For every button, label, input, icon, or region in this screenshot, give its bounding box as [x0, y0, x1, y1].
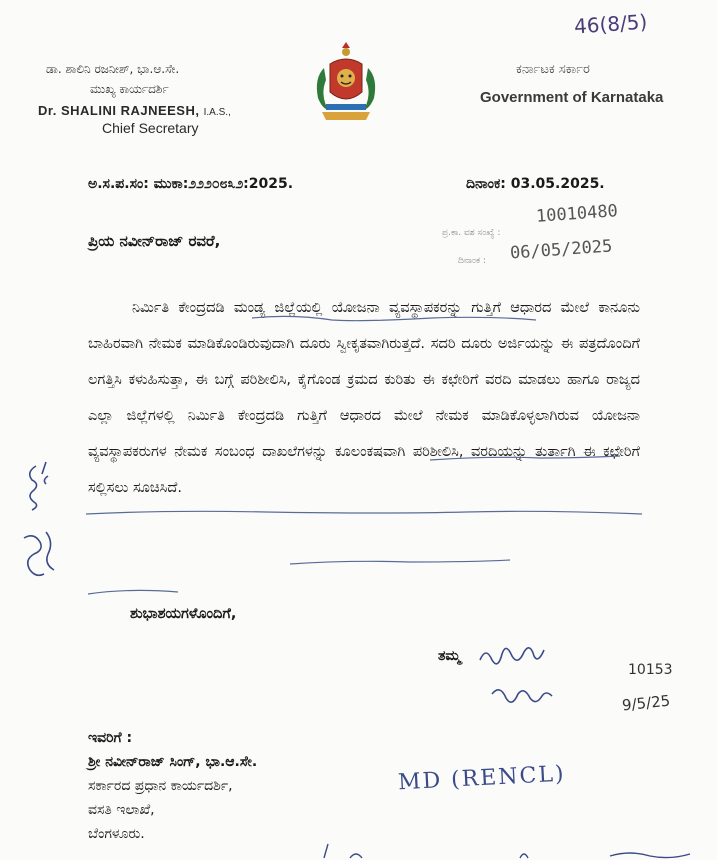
letter-body: ನಿರ್ಮಿತಿ ಕೇಂದ್ರದಡಿ ಮಂಡ್ಯ ಜಿಲ್ಲೆಯಲ್ಲಿ ಯೋಜನಾ ವ್ಯವಸ್ಥಾಪಕರನ್ನು ಗುತ್ತಿಗೆ ಆಧಾರದ ಮೇಲೆ ಕಾನೂನು ಬಾಹಿರವಾಗಿ ನೇಮಕ ಮಾಡಿಕೊಂಡಿರುವುದಾಗಿ ದೂರು ಸ್ವೀಕೃತವಾಗಿರುತ್ತದೆ. ಸದರಿ ದೂರು ಅರ್ಜಿಯನ್ನು ಈ ಪತ್ರದೊಂದಿಗೆ ಲಗತ್ತಿಸಿ ಕಳುಹಿಸುತ್ತಾ, ಈ ಬಗ್ಗೆ ಪರಿಶೀಲಿಸಿ, ಕೈಗೊಂಡ ಕ್ರಮದ ಕುರಿತು ಈ ಕಛೇರಿಗೆ ವರದಿ ಮಾಡಲು ಹಾಗೂ ರಾಜ್ಯದ ಎಲ್ಲಾ ಜಿಲ್ಲೆಗಳಲ್ಲಿ ನಿರ್ಮಿತಿ ಕೇಂದ್ರದಡಿ ಗುತ್ತಿಗೆ ಆಧಾರದ ಮೇಲೆ ನೇಮಕ ಮಾಡಿಕೊಳ್ಳಲಾಗಿರುವ ಯೋಜನಾ ವ್ಯವಸ್ಥಾಪಕರುಗಳ ನೇಮಕ ಸಂಬಂಧ ದಾಖಲೆಗಳನ್ನು ಕೂಲಂಕಷವಾಗಿ ಪರಿಶೀಲಿಸಿ, ವರದಿಯನ್ನು ತುರ್ತಾಗಿ ಈ ಕಛೇರಿಗೆ ಸಲ್ಲಿಸಲು ಸೂಚಿಸಿದೆ. — [88, 300, 640, 496]
letter-date: ದಿನಾಂಕ: 03.05.2025. — [466, 176, 605, 192]
officer-title-english: Chief Secretary — [102, 120, 199, 136]
greeting: ಶುಭಾಶಯಗಳೊಂದಿಗೆ, — [130, 606, 237, 622]
stamp-number-label: ಪ್ರ.ಕಾ. ವಶ ಸಂಖ್ಯೆ : — [442, 228, 501, 238]
reference-number: ಅ.ಸ.ಪ.ಸಂ: ಮುಕಾ:೨೨೨೦೮೩೨:2025. — [88, 176, 294, 192]
officer-title-kannada: ಮುಖ್ಯ ಕಾರ್ಯದರ್ಶಿ — [90, 82, 169, 96]
officer-service-suffix: I.A.S., — [203, 107, 231, 118]
md-note-text: MD (RENCL) — [397, 761, 567, 796]
handwritten-file-number: 46(8/5) — [573, 9, 648, 39]
bottom-scribbles — [320, 842, 700, 860]
margin-handwritten-note — [6, 458, 76, 598]
salutation: ಪ್ರಿಯ ನವೀನ್‌ರಾಜ್ ರವರೆ, — [88, 232, 221, 250]
stamp-date-label: ದಿನಾಂಕ : — [458, 256, 486, 266]
stamp-number-value: 10010480 — [535, 201, 619, 227]
stamp-date-value: 06/05/2025 — [509, 236, 613, 264]
initials-scrawl — [488, 680, 558, 708]
officer-name-text: Dr. SHALINI RAJNEESH, — [38, 103, 200, 118]
addressee-designation: ಸರ್ಕಾರದ ಪ್ರಧಾನ ಕಾರ್ಯದರ್ಶಿ, — [88, 778, 233, 794]
addressee-label: ಇವರಿಗೆ : — [88, 730, 133, 746]
addressee-block — [88, 726, 257, 846]
govt-name-kannada: ಕರ್ನಾಟಕ ಸರ್ಕಾರ — [516, 62, 590, 77]
handwritten-number: 10153 — [628, 662, 673, 678]
addressee-name: ಶ್ರೀ ನವೀನ್‌ರಾಜ್ ಸಿಂಗ್, ಭಾ.ಆ.ಸೇ. — [88, 754, 258, 770]
addressee-department: ವಸತಿ ಇಲಾಖೆ, — [88, 802, 155, 818]
handwritten-date: 9/5/25 — [621, 691, 672, 715]
signature-label: ತಮ್ಮ — [438, 648, 461, 664]
addressee-city: ಬೆಂಗಳೂರು. — [88, 826, 145, 842]
govt-name-english: Government of Karnataka — [480, 89, 664, 106]
officer-name-kannada: ಡಾ. ಶಾಲಿನಿ ರಜನೀಶ್, ಭಾ.ಆ.ಸೇ. — [46, 62, 180, 76]
signature-scrawl — [476, 640, 556, 670]
md-handwritten-note — [396, 744, 596, 814]
